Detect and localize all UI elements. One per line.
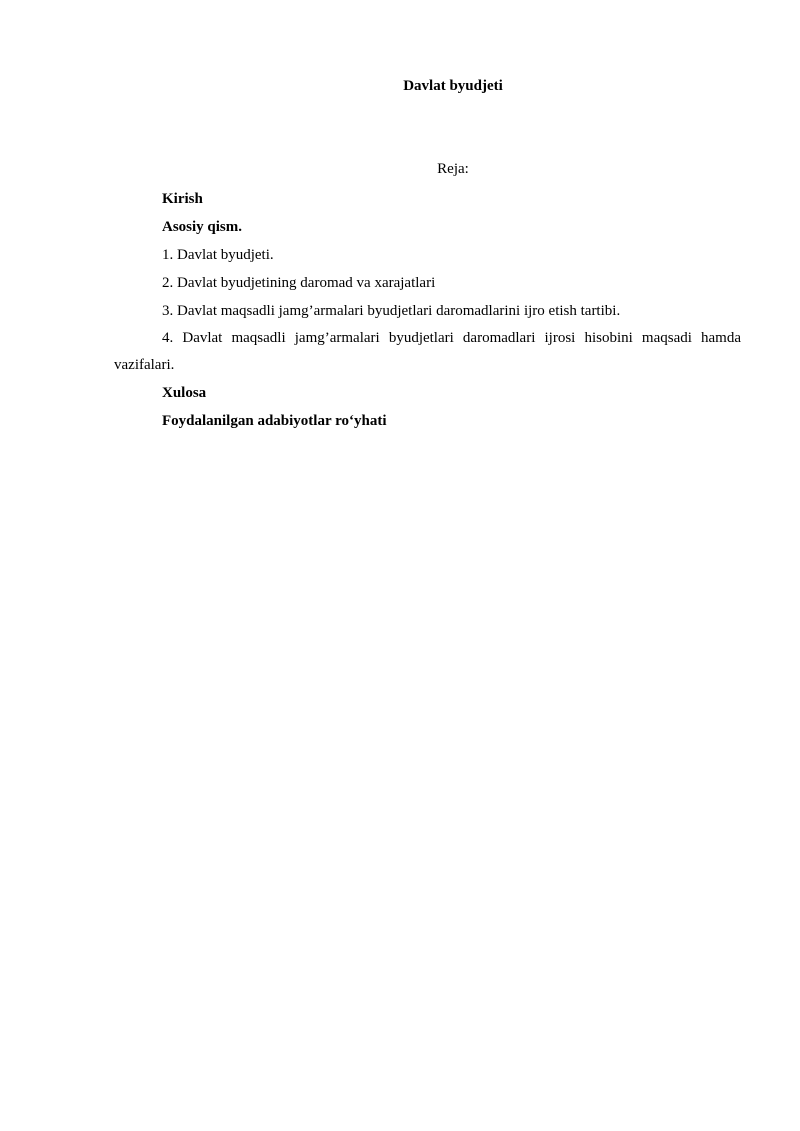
plan-item-conclusion: Xulosa <box>162 385 207 401</box>
plan-item-main-part: Asosiy qism. <box>162 219 243 235</box>
plan-item-references: Foydalanilgan adabiyotlar ro‘yhati <box>162 413 387 429</box>
plan-item-4: 4. Davlat maqsadli jamg’armalari byudjetlari daromadlari ijrosi hisobini maqsadi hamda vazifalari. <box>114 330 741 373</box>
plan-item-3: 3. Davlat maqsadli jamg’armalari byudjetlari daromadlarini ijro etish tartibi. <box>162 303 621 319</box>
plan-item-1: 1. Davlat byudjeti. <box>162 247 274 263</box>
plan-item-2: 2. Davlat byudjetining daromad va xarajatlari <box>162 275 436 291</box>
plan-heading: Reja: <box>437 161 469 177</box>
plan-item-intro: Kirish <box>162 191 203 207</box>
document-title: Davlat byudjeti <box>403 78 503 94</box>
plan-list <box>114 185 741 435</box>
